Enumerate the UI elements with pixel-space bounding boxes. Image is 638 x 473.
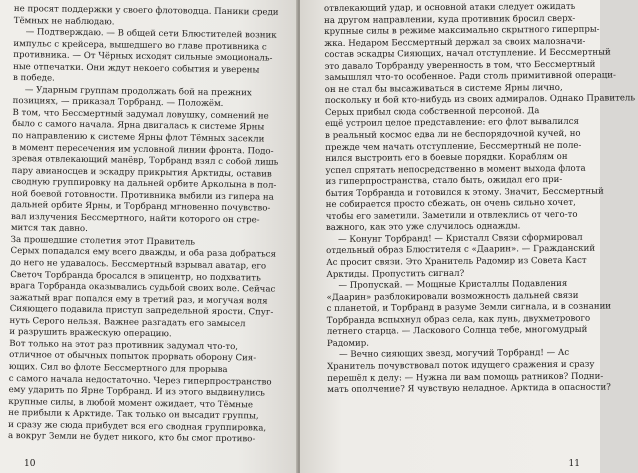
text-line: Серых прибыл сюда собственной персоной. Да [324,106,540,118]
right-page-text [324,1,636,397]
text-line: Вот только на этот раз противник задумал что-то, [9,338,239,353]
text-line: состав эскадры Сияющих, начал отступление. И Бессмертный [324,47,611,61]
text-line: — Ударным группам продолжать бой на прежних [24,84,252,99]
text-line: зажатый враг попался ему в третий раз, и могучая воля [9,292,268,307]
text-line: с планетой, и Торбранд в разуме Земли сигнала, и в сознании [326,301,612,315]
text-line: пару авианосцев и эскадру прикрытия Арктиды, оставив [11,165,272,180]
text-line: по направлению к системе Ярны флот Тёмных засекли [12,131,265,145]
right-page-number: 11 [568,459,580,469]
text-line: это давало Торбранду уверенность в том, что Бессмертный [324,59,596,72]
left-page-text [8,4,284,447]
text-line: успел спрятать непосредственно в момент выхода флота [325,163,586,176]
text-line: было с самого начала. Ярна двигалась к системе Ярны [12,119,265,133]
text-line: чтобы его заметили. Заметили и отвлеклись от чего-то [325,209,578,222]
text-line: в реальный космос едва ли не беспорядочной кучей, но [325,128,581,142]
right-page [300,0,636,473]
text-line: позициях, — приказал Торбранд. — Положём. [12,96,224,110]
text-line: противника. — От Чёрных исходят сильные эмоциональ- [13,50,273,64]
text-line: прежде чем начать отступление, Бессмертный не поле- [325,140,582,153]
left-page [0,0,298,473]
text-line: импульс с крейсера, вышедшего во главе противника с [13,38,267,53]
text-line: ной боевой готовности. Противника выбили из гипера на [11,188,274,203]
text-line: мать ополчение? Я чувствую неладное. Арктида в опасности? [327,382,611,396]
text-line: ещё устроил целое представление: его флот вывалился [325,117,579,130]
text-line: на другом направлении, куда противник бросил сверх- [324,13,576,26]
text-line: из гиперпространства, стало быть, ожидал его при- [325,175,563,188]
text-line: и разрушить вражескую операцию. [9,327,172,340]
text-line: — Вечно сияющих звезд, могучий Торбранд! — Ас [339,348,570,361]
text-line: — Конунг Торбранд! — Кристалл Связи сформировал [338,232,583,245]
text-line: нился выстроить его в боевые порядки. Кораблям он [325,151,568,165]
text-line: врага Торбранда оказывались судьбой своих воле. Сейчас [9,281,276,295]
text-line: ные отпечатки. Они ждут некоего события и уверены [13,61,260,76]
text-line: до него не удавалось. Бессмертный взрывал аватар, его [10,258,267,272]
text-line: Радомир. [326,338,370,349]
text-line: дальней орбите Ярны, и Торбранд мгновенно почувство- [11,200,271,214]
text-line: в победе. [12,73,55,84]
text-line: отдельный образ Блюстителя с «Даарин». — Гражданский [326,244,596,257]
text-line: а вокруг Земли не будет никого, кто бы смог противо- [7,431,256,445]
text-line: летнего старца. — Ласкового Солнца тебе, многомудрый [326,325,588,338]
text-line: вал излучения Бессмертного, найти которого он стре- [10,211,260,226]
text-line: не прибыли к Арктиде. Так только он высадит группы, [8,408,259,422]
text-line: не собирается просто сбежать, он очень сильно хочет, [325,198,576,211]
text-line: крупные силы в режиме максимально скрытного гиперпры- [324,24,600,38]
text-line: — Пропускай. — Мощные Кристаллы Подавления [338,279,568,292]
text-line: Тёмных не наблюдаю. [13,15,115,27]
text-line: «Даарин» разблокировали возможность дальней связи [326,290,579,303]
text-line: Хранитель почувствовал поток идущего сражения и сразу [327,359,595,372]
text-line: ющих. Сил во флоте Бессмертного для прорыва [8,361,228,375]
text-line: сводную группировку на дальней орбите Арколына в пол- [11,177,277,191]
text-line: Торбранда вспыхнул образ села, как лунь, двухметрового [326,313,591,326]
text-line: бытия Торбранда и готовился к этому. Значит, Бессмертный [325,186,604,199]
text-line: мится так давно. [10,223,88,235]
text-line: поскольку и бой кто-нибудь из своих адмиралов. Однако Правитель [324,93,636,107]
text-line: он не стал бы высаживаться в системе Ярны лично, [324,82,563,95]
text-line: не просят поддержки у своего флотоводца. Паники среди [13,4,279,18]
left-page-number: 10 [24,459,36,469]
text-line: Арктиды. Пропустить сигнал? [326,268,465,280]
text-line: отвлекающий удар, и основной атаки следует ожидать [324,1,576,14]
text-line: и сразу же сюда прибудет вся его сводная группировка, [8,419,267,434]
text-line: ему ударить по Ярне Торбранд. И из этого выдвинулись [8,385,265,399]
text-line: в момент пересечения им условной линии фронта. Подо- [11,142,274,157]
text-line: замышлял что-то особенное. Ради столь примитивной операци- [324,70,616,84]
text-line: жка. Недаром Бессмертный держал за своих малозначи- [324,36,586,49]
text-line: важного, как это уже случилось однажды. [325,221,521,234]
text-line: Серых попадался ему всего дважды, и оба раза добраться [10,246,276,261]
text-line: зревая отвлекающий манёвр, Торбранд взял с собой лишь [11,154,279,168]
text-line: нуть Серого нельзя. Важнее разгадать его замысел [9,315,246,330]
text-line: Светоч Торбранда бросался в эпицентр, но подхватить [10,269,261,284]
text-line: — Подтверждаю. — В общей сети Блюстителей возник [25,27,277,41]
text-line: Сияющего подавила приступ запредельной ярости. Спуг- [9,304,274,318]
text-line: В том, что Бессмертный задумал ловушку, сомнений не [12,107,269,122]
text-line: отличное от обычных попыток прорвать оборону Сия- [9,350,257,364]
text-line: перешёл к делу: — Нужна ли вам помощь ратников? Подни- [327,371,604,384]
text-line: За прошедшие столетия этот Правитель [10,234,196,248]
text-line: крупные силы, в любой момент ожидает, что Тёмные [8,396,254,410]
text-line: с самого начала недостаточно. Через гиперпространство [8,373,272,388]
text-line: Ас просит связи. Это Хранитель Радомир из Совета Каст [326,255,587,269]
